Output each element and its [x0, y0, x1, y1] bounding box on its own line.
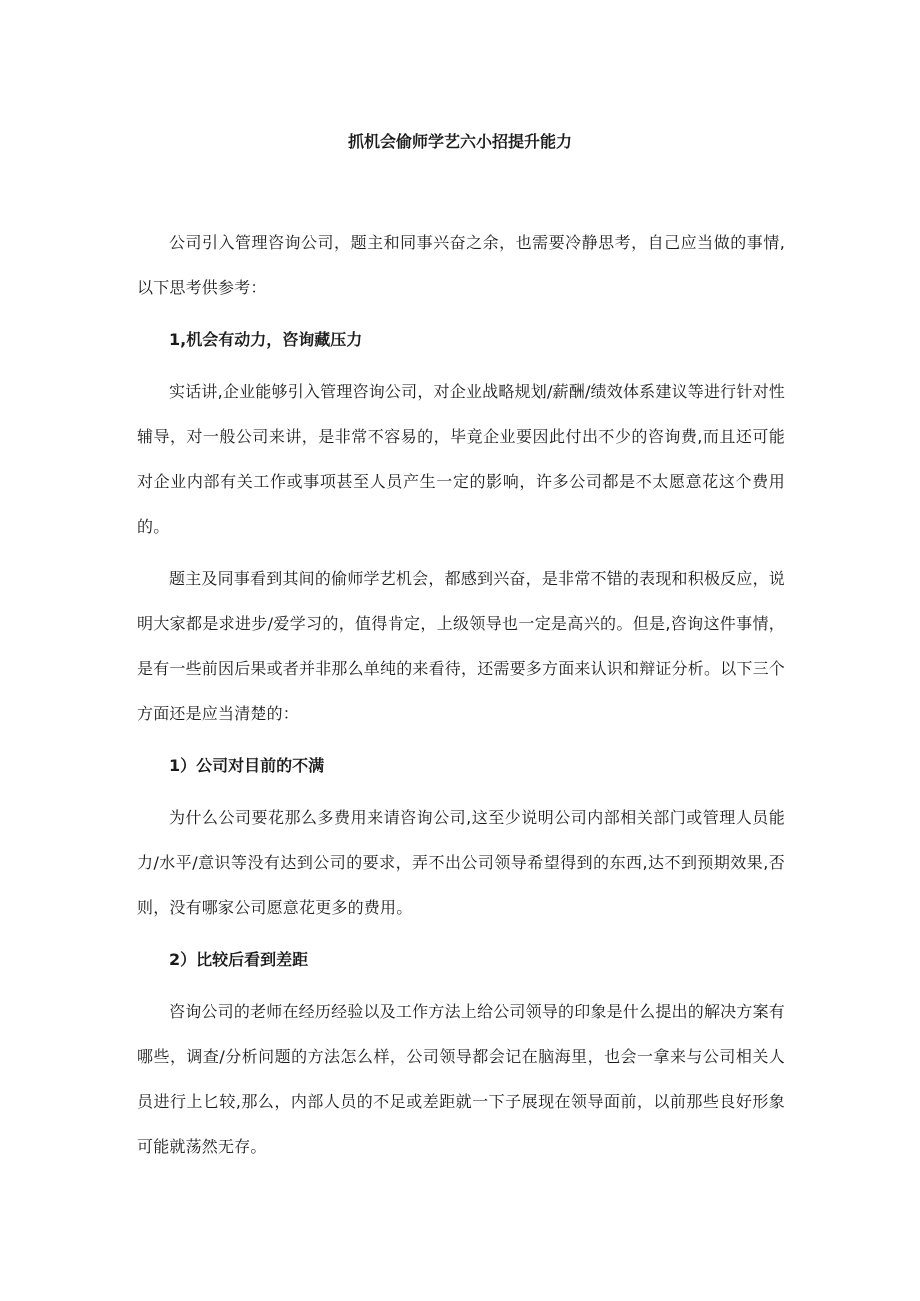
paragraph-intro: 公司引入管理咨询公司，题主和同事兴奋之余，也需要冷静思考，自己应当做的事情,以下思考供参考： [137, 233, 785, 297]
section-heading-1: 1,机会有动力，咨询藏压力 [169, 330, 363, 349]
paragraph: 咨询公司的老师在经历经验以及工作方法上给公司领导的印象是什么提出的解决方案有哪些，调查/分析问题的方法怎么样，公司领导都会记在脑海里，也会一拿来与公司相关人员进行上匕较,那么，内部人员的不足或差距就一下子展现在领导面前，以前那些良好形象可能就荡然无存。 [137, 1002, 785, 1156]
paragraph: 为什么公司要花那么多费用来请咨询公司,这至少说明公司内部相关部门或管理人员能力/水平/意识等没有达到公司的要求，弄不出公司领导希望得到的东西,达不到预期效果,否则，没有哪家公司愿意花更多的费用。 [137, 808, 785, 917]
subheading-2: 2）比较后看到差距 [169, 950, 309, 969]
subheading-1: 1）公司对目前的不满 [169, 756, 325, 775]
paragraph: 实话讲,企业能够引入管理咨询公司，对企业战略规划/薪酬/绩效体系建议等进行针对性辅导，对一般公司来讲，是非常不容易的，毕竟企业要因此付出不少的咨询费,而且还可能对企业内部有关工作或事项甚至人员产生一定的影响，许多公司都是不太愿意花这个费用的。 [137, 382, 785, 536]
document-body [137, 220, 785, 1176]
document-title: 抓机会偷师学艺六小招提升能力 [347, 132, 572, 151]
paragraph: 题主及同事看到其间的偷师学艺机会，都感到兴奋，是非常不错的表现和积极反应，说明大家都是求进步/爱学习的，值得肯定，上级领导也一定是高兴的。但是,咨询这件事情，是有一些前因后果或者并非那么单纯的来看待，还需要多方面来认识和辩证分析。以下三个方面还是应当清楚的： [137, 569, 786, 723]
